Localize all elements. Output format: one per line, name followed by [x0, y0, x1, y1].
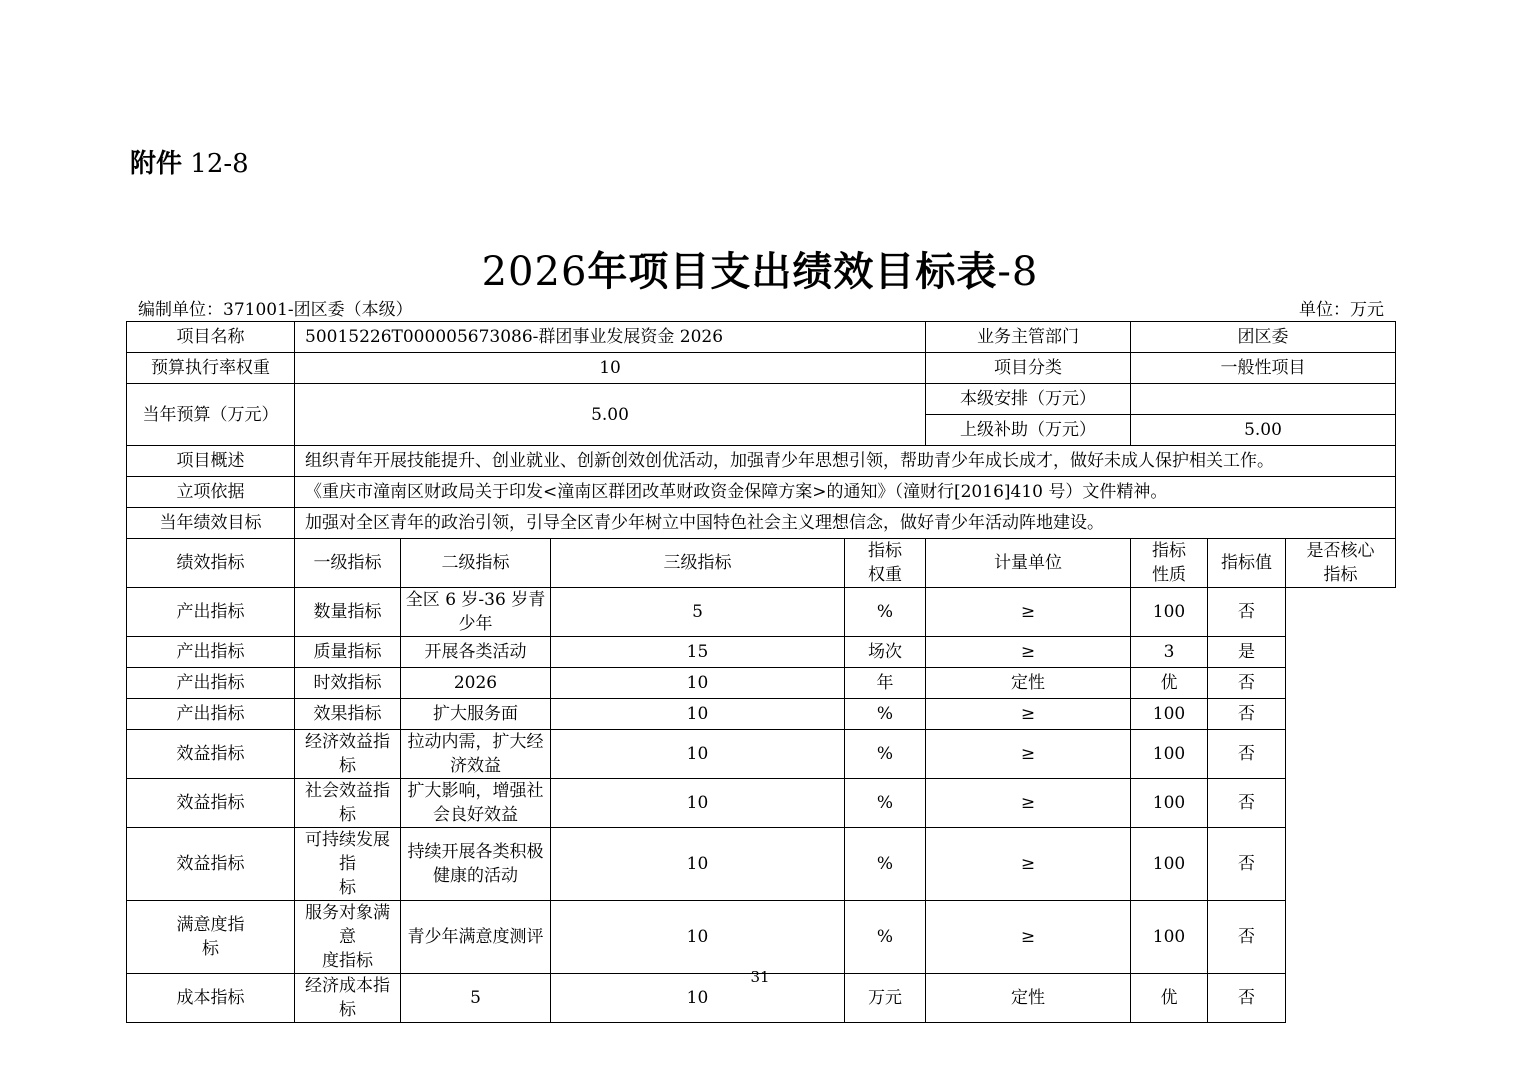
table-cell: 经济成本指标 — [295, 974, 401, 1023]
page-title — [0, 240, 1520, 297]
table-cell: 10 — [551, 901, 845, 974]
table-cell: 场次 — [845, 637, 926, 668]
table-row — [127, 779, 1396, 828]
basis-label: 立项依据 — [127, 477, 295, 508]
table-cell: 10 — [551, 779, 845, 828]
header-cell: 二级指标 — [401, 539, 551, 588]
table-cell: 效益指标 — [127, 828, 295, 901]
project-name-value: 50015226T000005673086-群团事业发展资金 2026 — [295, 322, 926, 353]
weight-label: 预算执行率权重 — [127, 353, 295, 384]
overview-label: 项目概述 — [127, 446, 295, 477]
table-cell: 优 — [1131, 974, 1208, 1023]
table-cell: 社会效益指标 — [295, 779, 401, 828]
basis-value: 《重庆市潼南区财政局关于印发<潼南区群团改革财政资金保障方案>的通知》（潼财行[2016]410 号）文件精神。 — [295, 477, 1396, 508]
project-name-label: 项目名称 — [127, 322, 295, 353]
dept-label: 业务主管部门 — [926, 322, 1131, 353]
header-cell: 一级指标 — [295, 539, 401, 588]
table-cell: 持续开展各类积极健康的活动 — [401, 828, 551, 901]
table-row — [127, 901, 1396, 974]
table-cell: 服务对象满意 度指标 — [295, 901, 401, 974]
table-row — [127, 588, 1396, 637]
table-cell: % — [845, 779, 926, 828]
table-cell: 100 — [1131, 901, 1208, 974]
title-year: 2026 — [481, 249, 588, 295]
table-cell: ≥ — [926, 828, 1131, 901]
table-cell: 否 — [1208, 974, 1286, 1023]
table-cell: 扩大影响，增强社会良好效益 — [401, 779, 551, 828]
table-cell: 产出指标 — [127, 588, 295, 637]
table-cell: 否 — [1208, 588, 1286, 637]
table-cell: 否 — [1208, 901, 1286, 974]
table-cell: ≥ — [926, 779, 1131, 828]
category-value: 一般性项目 — [1131, 353, 1396, 384]
table-cell: 成本指标 — [127, 974, 295, 1023]
table-cell: 否 — [1208, 668, 1286, 699]
table-cell: 产出指标 — [127, 699, 295, 730]
perf-label: 绩效指标 — [127, 539, 295, 588]
attachment-prefix: 附件 — [130, 149, 183, 179]
table-cell: 否 — [1208, 828, 1286, 901]
table-row — [127, 828, 1396, 901]
table-cell: 2026 — [401, 668, 551, 699]
table-cell: 是 — [1208, 637, 1286, 668]
table-cell: 10 — [551, 668, 845, 699]
header-cell: 计量单位 — [926, 539, 1131, 588]
table-cell: 可持续发展指 标 — [295, 828, 401, 901]
table-cell: 数量指标 — [295, 588, 401, 637]
table-cell: 效果指标 — [295, 699, 401, 730]
table-cell: % — [845, 699, 926, 730]
goal-label: 当年绩效目标 — [127, 508, 295, 539]
goal-value: 加强对全区青年的政治引领，引导全区青少年树立中国特色社会主义理想信念，做好青少年活动阵地建设。 — [295, 508, 1396, 539]
table-cell: % — [845, 901, 926, 974]
table-cell: % — [845, 828, 926, 901]
title-main: 年项目支出绩效目标表 — [587, 249, 998, 295]
upper-value: 5.00 — [1131, 415, 1396, 446]
table-cell: 100 — [1131, 588, 1208, 637]
table-cell: 5 — [401, 974, 551, 1023]
attachment-number: 12-8 — [190, 149, 249, 179]
table-cell: 15 — [551, 637, 845, 668]
currency-unit: 单位：万元 — [1299, 300, 1384, 320]
table-cell: 效益指标 — [127, 779, 295, 828]
table-cell: 100 — [1131, 730, 1208, 779]
header-cell: 是否核心 指标 — [1286, 539, 1396, 588]
table-cell: 开展各类活动 — [401, 637, 551, 668]
weight-value: 10 — [295, 353, 926, 384]
overview-value: 组织青年开展技能提升、创业就业、创新创效创优活动，加强青少年思想引领，帮助青少年成长成才，做好未成人保护相关工作。 — [295, 446, 1396, 477]
table-row — [127, 508, 1396, 539]
table-cell: 100 — [1131, 828, 1208, 901]
table-cell: 年 — [845, 668, 926, 699]
performance-target-table — [126, 321, 1396, 1023]
table-cell: 5 — [551, 588, 845, 637]
table-cell: 优 — [1131, 668, 1208, 699]
table-cell: 效益指标 — [127, 730, 295, 779]
table-row — [127, 699, 1396, 730]
table-row — [127, 384, 1396, 415]
table-cell: ≥ — [926, 588, 1131, 637]
table-cell: 质量指标 — [295, 637, 401, 668]
table-row — [127, 322, 1396, 353]
table-cell: 经济效益指标 — [295, 730, 401, 779]
table-cell: 产出指标 — [127, 668, 295, 699]
table-cell: 定性 — [926, 668, 1131, 699]
table-cell: 100 — [1131, 779, 1208, 828]
table-cell: 10 — [551, 730, 845, 779]
table-row — [127, 730, 1396, 779]
header-cell: 指标 性质 — [1131, 539, 1208, 588]
budget-label: 当年预算（万元） — [127, 384, 295, 446]
header-cell: 指标值 — [1208, 539, 1286, 588]
table-cell: 定性 — [926, 974, 1131, 1023]
local-label: 本级安排（万元） — [926, 384, 1131, 415]
title-suffix: -8 — [997, 249, 1039, 295]
table-cell: 扩大服务面 — [401, 699, 551, 730]
table-row — [127, 477, 1396, 508]
table-cell: 青少年满意度测评 — [401, 901, 551, 974]
table-cell: 满意度指 标 — [127, 901, 295, 974]
header-cell: 三级指标 — [551, 539, 845, 588]
table-cell: 否 — [1208, 779, 1286, 828]
table-cell: ≥ — [926, 699, 1131, 730]
table-cell: % — [845, 588, 926, 637]
table-cell: 全区 6 岁-36 岁青少年 — [401, 588, 551, 637]
compiler-unit: 编制单位：371001-团区委（本级） — [138, 300, 413, 320]
table-cell: 时效指标 — [295, 668, 401, 699]
budget-value: 5.00 — [295, 384, 926, 446]
table-cell: 万元 — [845, 974, 926, 1023]
table-cell: ≥ — [926, 637, 1131, 668]
table-cell: 10 — [551, 828, 845, 901]
attachment-label — [130, 143, 249, 180]
table-row — [127, 637, 1396, 668]
table-cell: 否 — [1208, 730, 1286, 779]
dept-value: 团区委 — [1131, 322, 1396, 353]
table-cell: 100 — [1131, 699, 1208, 730]
table-row — [127, 446, 1396, 477]
table-cell: 产出指标 — [127, 637, 295, 668]
page-number: 31 — [750, 968, 770, 986]
table-row — [127, 353, 1396, 384]
upper-label: 上级补助（万元） — [926, 415, 1131, 446]
table-cell: ≥ — [926, 901, 1131, 974]
table-row — [127, 668, 1396, 699]
table-cell: 10 — [551, 699, 845, 730]
table-cell: 拉动内需，扩大经济效益 — [401, 730, 551, 779]
table-cell: 10 — [551, 974, 845, 1023]
header-cell: 指标 权重 — [845, 539, 926, 588]
table-cell: 否 — [1208, 699, 1286, 730]
table-cell: % — [845, 730, 926, 779]
perf-header-row — [127, 539, 1396, 588]
local-value — [1131, 384, 1396, 415]
table-cell: ≥ — [926, 730, 1131, 779]
category-label: 项目分类 — [926, 353, 1131, 384]
table-cell: 3 — [1131, 637, 1208, 668]
